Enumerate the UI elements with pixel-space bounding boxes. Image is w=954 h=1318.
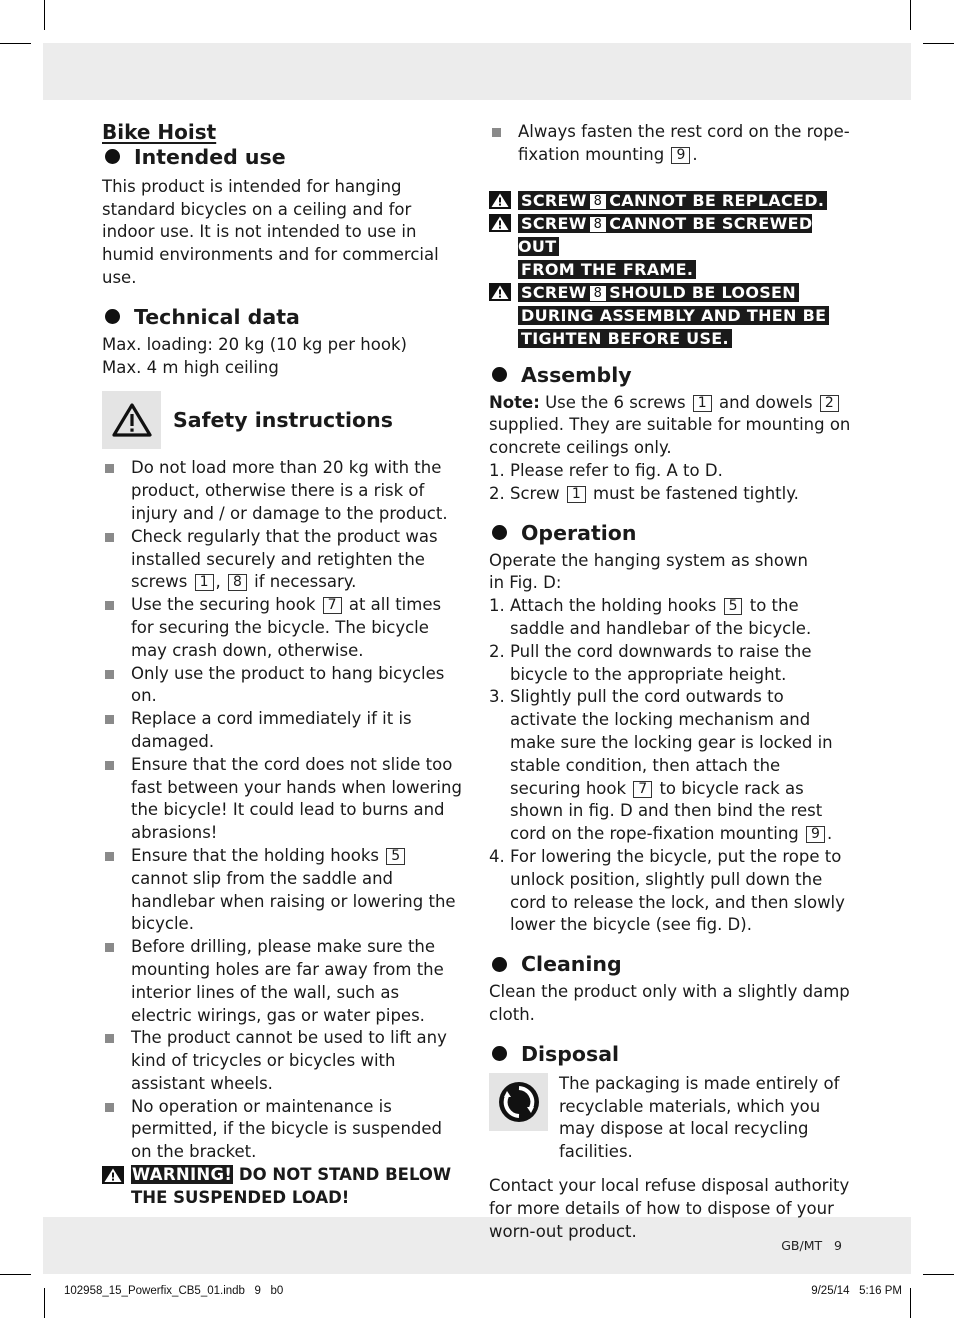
crop-mark [44, 0, 45, 30]
heading-technical-data: Technical data [102, 304, 464, 330]
warning-triangle-icon [102, 391, 161, 449]
list-item: Do not load more than 20 kg with the product, otherwise there is a risk of injury and / or damage to the product. [102, 457, 464, 525]
part-number-box: 8 [228, 574, 247, 591]
heading-intended-use: Intended use [102, 144, 464, 170]
right-column [489, 121, 854, 1243]
list-item: No operation or maintenance is permitted, if the bicycle is suspended on the bracket. [102, 1096, 464, 1164]
warning-text: DO NOT STAND BELOW THE SUSPENDED LOAD! [131, 1165, 452, 1207]
slug-left: 102958_15_Powerfix_CB5_01.indb 9 b0 [64, 1285, 284, 1297]
screw-warning-1: SCREW 8 CANNOT BE REPLACED. [489, 189, 854, 212]
bullet-dot-icon [492, 1046, 507, 1061]
heading-operation: Operation [489, 520, 854, 546]
left-column [102, 121, 464, 1210]
part-number-box: 1 [195, 574, 214, 591]
header-band [43, 43, 911, 100]
page-title: Bike Hoist [102, 120, 217, 144]
part-number-box: 9 [806, 826, 825, 843]
part-number-box: 9 [671, 147, 690, 164]
list-item: Check regularly that the product was installed securely and retighten the screws 1 , 8 if necessary. [102, 526, 464, 594]
part-number-box: 1 [693, 395, 712, 412]
part-number-box: 8 [590, 286, 607, 301]
contact-text: Contact your local refuse disposal authority for more details of how to dispose of your worn-out product. [489, 1175, 850, 1241]
list-item: Before drilling, please make sure the mounting holes are far away from the interior lines of the wall, such as electric wirings, gas or water pipes. [102, 936, 464, 1027]
list-item: Always fasten the rest cord on the rope-fixation mounting 9 . [489, 121, 854, 167]
bullet-dot-icon [105, 309, 120, 324]
list-item: 4. For lowering the bicycle, put the rope to unlock position, slightly pull down the cord to release the lock, and then slowly lower the bicycle (see fig. D). [489, 846, 845, 935]
part-number-box: 7 [633, 781, 652, 798]
operation-steps [489, 595, 854, 937]
list-item: 2. Screw 1 must be fastened tightly. [489, 483, 799, 503]
heading-assembly: Assembly [489, 362, 854, 388]
part-number-box: 8 [590, 194, 607, 209]
bullet-dot-icon [492, 525, 507, 540]
part-number-box: 5 [386, 848, 405, 865]
warning-triangle-icon [489, 283, 511, 301]
warning-triangle-icon [102, 1166, 124, 1184]
safety-list [102, 457, 464, 1164]
list-item: 1. Please refer to fig. A to D. [489, 460, 723, 480]
list-item: Only use the product to hang bicycles on. [102, 663, 464, 709]
list-item: Ensure that the cord does not slide too fast between your hands when lowering the bicycle! It could lead to burns and abrasions! [102, 754, 464, 845]
screw-warnings [489, 189, 854, 350]
crop-mark [923, 1274, 954, 1275]
list-item: 1. Attach the holding hooks 5 to the saddle and handlebar of the bicycle. [489, 596, 812, 638]
operation-intro: Operate the hanging system as shown in Fig. D: [489, 550, 808, 593]
page-number: GB/MT 9 [781, 1238, 842, 1253]
technical-line-1: Max. loading: 20 kg (10 kg per hook) [102, 334, 407, 354]
list-item: The product cannot be used to lift any kind of tricycles or bicycles with assistant wheels. [102, 1027, 464, 1095]
bullet-dot-icon [492, 367, 507, 382]
intended-use-text: This product is intended for hanging standard bicycles on a ceiling and for indoor use. It is not intended to use in humid environments and for commercial use. [102, 176, 439, 287]
warning-label: WARNING! [132, 1165, 233, 1185]
list-item: Replace a cord immediately if it is damaged. [102, 708, 464, 754]
heading-cleaning: Cleaning [489, 951, 854, 977]
part-number-box: 2 [820, 395, 839, 412]
recycle-text: The packaging is made entirely of recyclable materials, which you may dispose at local recycling facilities. [559, 1073, 840, 1162]
list-item: Use the securing hook 7 at all times for securing the bicycle. The bicycle may crash down, otherwise. [102, 594, 464, 662]
slug-right: 9/25/14 5:16 PM [811, 1285, 902, 1297]
list-item: 3. Slightly pull the cord outwards to activate the locking mechanism and make sure the locking gear is locked in stable condition, then attach the securing hook 7 to bicycle rack as shown in fig. D and then bind the rest cord on the rope-fixation mounting 9 . [489, 687, 833, 844]
warning-load [102, 1164, 464, 1210]
warning-triangle-icon [489, 191, 511, 209]
cleaning-text: Clean the product only with a slightly damp cloth. [489, 982, 850, 1024]
crop-mark [0, 1274, 31, 1275]
list-item: Ensure that the holding hooks 5 cannot slip from the saddle and handlebar when raising or lowering the bicycle. [102, 845, 464, 936]
part-number-box: 7 [323, 597, 342, 614]
recycle-icon [489, 1073, 548, 1131]
bullet-dot-icon [105, 149, 120, 164]
crop-mark [44, 1288, 45, 1318]
recycle-block [489, 1073, 854, 1164]
bullet-dot-icon [492, 957, 507, 972]
screw-warning-2: SCREW 8 CANNOT BE SCREWED OUT FROM THE FRAME. [489, 212, 854, 281]
screw-warning-3: SCREW 8 SHOULD BE LOOSEN DURING ASSEMBLY AND THEN BE TIGHTEN BEFORE USE. [489, 281, 854, 350]
safety-header [102, 391, 464, 449]
list-item: 2. Pull the cord downwards to raise the bicycle to the appropriate height. [489, 641, 812, 684]
technical-line-2: Max. 4 m high ceiling [102, 357, 279, 377]
crop-mark [910, 1288, 911, 1318]
warning-triangle-icon [489, 214, 511, 232]
part-number-box: 5 [724, 598, 743, 615]
assembly-steps [489, 460, 854, 506]
part-number-box: 8 [590, 217, 607, 232]
crop-mark [923, 43, 954, 44]
fasten-list [489, 121, 854, 167]
heading-disposal: Disposal [489, 1041, 854, 1067]
crop-mark [0, 43, 31, 44]
assembly-note: Note: Use the 6 screws 1 and dowels 2 supplied. They are suitable for mounting on concrete ceilings only. [489, 392, 851, 458]
crop-mark [910, 0, 911, 30]
safety-heading: Safety instructions [173, 407, 393, 432]
part-number-box: 1 [567, 486, 586, 503]
